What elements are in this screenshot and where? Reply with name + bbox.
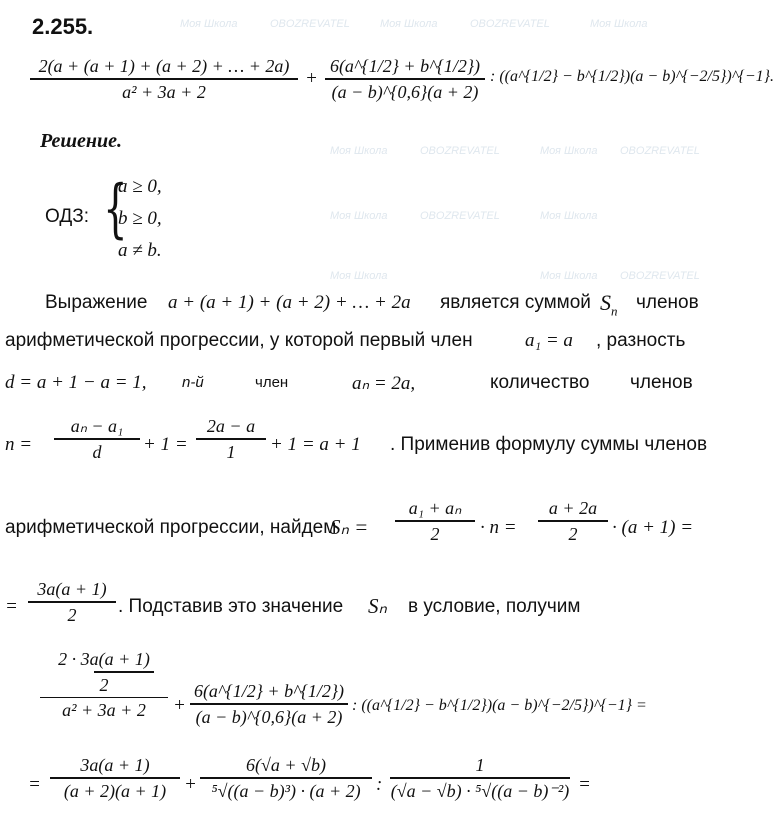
watermark: OBOZREVATEL	[270, 18, 350, 30]
solution-label: Решение.	[40, 130, 123, 152]
fraction-bar	[196, 438, 266, 440]
text: в условие, получим	[408, 596, 581, 617]
math-expression: · (a + 1) =	[612, 517, 694, 538]
fraction-bar-inner	[94, 671, 154, 673]
watermark: Моя Школа	[540, 210, 598, 222]
fraction	[28, 578, 116, 626]
compound-fraction	[40, 648, 168, 721]
math-expression: + 1 =	[143, 434, 188, 455]
fraction-bar	[325, 78, 485, 80]
math-expression: + 1 = a + 1	[270, 434, 361, 455]
fraction-denominator: a² + 3a + 2	[122, 81, 206, 102]
math-n-equals: n =	[5, 434, 33, 455]
text: . Применив формулу суммы членов	[390, 434, 708, 455]
text: является суммой	[440, 292, 591, 313]
math-equals: =	[28, 774, 41, 795]
fraction-denominator: d	[92, 441, 102, 462]
fraction-bar	[190, 703, 348, 705]
fraction-numerator: 1	[475, 755, 485, 775]
odz-condition: a ≠ b.	[118, 240, 162, 261]
math-sn: Sₙ =	[330, 515, 369, 539]
watermark: OBOZREVATEL	[620, 145, 700, 157]
fraction	[390, 754, 570, 802]
math-expression: · n =	[480, 517, 517, 538]
fraction-bar	[50, 777, 180, 779]
fraction	[190, 680, 348, 728]
fraction-denominator: (√a − √b) · ⁵√((a − b)⁻²)	[390, 780, 570, 801]
text: n-й	[182, 374, 204, 391]
watermark: Моя Школа	[180, 18, 238, 30]
plus-sign: +	[305, 68, 318, 89]
fraction-bar	[395, 520, 475, 522]
fraction	[54, 415, 140, 463]
fraction-numerator: 2(a + (a + 1) + (a + 2) + … + 2a)	[38, 56, 290, 76]
fraction	[196, 415, 266, 463]
watermark: OBOZREVATEL	[420, 145, 500, 157]
math-sn: Sₙ	[368, 594, 387, 618]
text: количество	[490, 372, 590, 393]
fraction-bar	[28, 601, 116, 603]
watermark: Моя Школа	[590, 18, 648, 30]
fraction-numerator: 6(a^{1/2} + b^{1/2})	[193, 681, 345, 701]
sn-subscript: n	[611, 303, 618, 319]
math-sn	[600, 290, 618, 319]
text: Выражение	[45, 292, 148, 313]
text: член	[255, 374, 289, 391]
fraction-numerator: 2 · 3a(a + 1)	[58, 649, 150, 669]
problem-tail: : ((a^{1/2} − b^{1/2})(a − b)^{−2/5})^{−1}.	[490, 68, 774, 85]
text: арифметической прогрессии, найдем	[5, 517, 337, 538]
problem-fraction-1	[30, 55, 298, 103]
fraction-numerator: a + 2a	[548, 498, 598, 518]
sn-symbol: S	[600, 290, 611, 315]
math-expression: a₁ = a	[525, 330, 573, 351]
watermark: Моя Школа	[330, 270, 388, 282]
watermark: Моя Школа	[330, 145, 388, 157]
odz-condition: a ≥ 0,	[118, 176, 162, 197]
math-equals: =	[5, 596, 18, 617]
fraction-denominator: 2	[430, 523, 440, 544]
watermark: OBOZREVATEL	[420, 210, 500, 222]
text: , разность	[596, 330, 686, 351]
fraction	[538, 497, 608, 545]
watermark: Моя Школа	[540, 270, 598, 282]
fraction-denominator: 2	[67, 604, 77, 625]
fraction	[395, 497, 475, 545]
fraction-numerator: aₙ − a₁	[70, 416, 124, 436]
fraction-numerator: a₁ + aₙ	[408, 498, 462, 518]
problem-fraction-2	[325, 55, 485, 103]
fraction-denominator: (a − b)^{0,6}(a + 2)	[195, 706, 343, 727]
fraction-bar	[200, 777, 372, 779]
fraction	[50, 754, 180, 802]
odz-brace: {	[103, 172, 128, 246]
text: арифметической прогрессии, у которой первый член	[5, 330, 473, 351]
fraction-denominator: a² + 3a + 2	[62, 700, 146, 720]
watermark: OBOZREVATEL	[470, 18, 550, 30]
math-colon: :	[376, 774, 383, 795]
fraction-numerator: 2a − a	[206, 416, 256, 436]
watermark: Моя Школа	[380, 18, 438, 30]
fraction-bar	[40, 697, 168, 699]
fraction-numerator: 6(√a + √b)	[246, 755, 326, 775]
math-expression: d = a + 1 − a = 1,	[5, 372, 147, 393]
odz-condition: b ≥ 0,	[118, 208, 162, 229]
math-expression: a + (a + 1) + (a + 2) + … + 2a	[168, 292, 411, 313]
plus-sign: +	[184, 774, 197, 795]
fraction	[200, 754, 372, 802]
fraction-denominator: 1	[226, 441, 236, 462]
math-expression: : ((a^{1/2} − b^{1/2})(a − b)^{−2/5})^{−1} =	[352, 697, 647, 714]
text: членов	[636, 292, 699, 313]
fraction-numerator: 3a(a + 1)	[80, 755, 150, 775]
fraction-denominator: 2	[568, 523, 578, 544]
problem-number: 2.255.	[32, 14, 94, 39]
fraction-bar	[390, 777, 570, 779]
fraction-numerator: 3a(a + 1)	[37, 579, 107, 599]
fraction-bar	[54, 438, 140, 440]
fraction-denominator: (a + 2)(a + 1)	[63, 780, 167, 801]
odz-label: ОДЗ:	[45, 206, 89, 227]
watermark: Моя Школа	[330, 210, 388, 222]
text: членов	[630, 372, 693, 393]
math-equals: =	[578, 774, 591, 795]
plus-sign: +	[173, 695, 186, 716]
fraction-bar	[30, 78, 298, 80]
text: . Подставив это значение	[118, 596, 344, 617]
fraction-numerator-denominator: 2	[99, 674, 109, 695]
math-expression: aₙ = 2a,	[352, 373, 416, 394]
fraction-denominator: ⁵√((a − b)³) · (a + 2)	[211, 780, 361, 801]
fraction-numerator: 6(a^{1/2} + b^{1/2})	[329, 56, 481, 76]
watermark: OBOZREVATEL	[620, 270, 700, 282]
fraction-denominator: (a − b)^{0,6}(a + 2)	[331, 81, 479, 102]
fraction-bar	[538, 520, 608, 522]
watermark: Моя Школа	[540, 145, 598, 157]
